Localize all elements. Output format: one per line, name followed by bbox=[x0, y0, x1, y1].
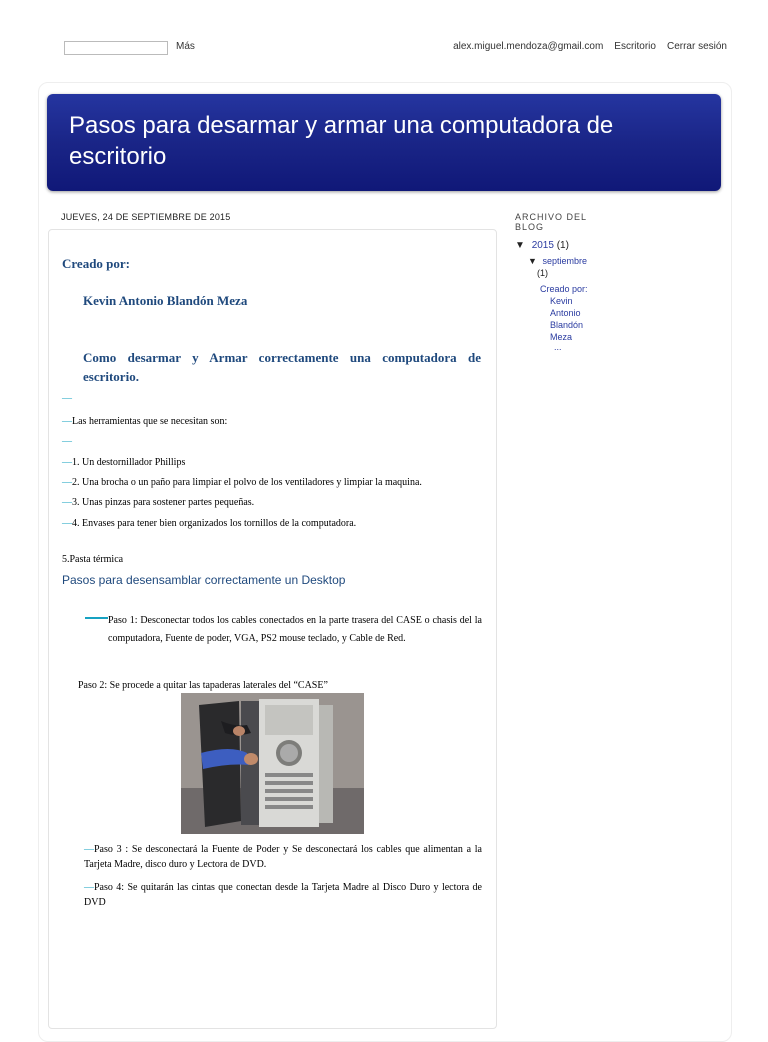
tool-item bbox=[62, 477, 422, 488]
blogger-navbar bbox=[0, 0, 768, 72]
step-3-text: Paso 3 : Se desconectará la Fuente de Poder y Se desconectará los cables que alimentan a la Tarjeta Madre, disco duro y Lectora de DVD. bbox=[84, 844, 482, 870]
dash: — bbox=[84, 882, 94, 893]
blog-archive-widget bbox=[515, 212, 625, 351]
dash: — bbox=[62, 497, 72, 508]
step-3 bbox=[84, 842, 482, 872]
blog-title[interactable]: Pasos para desarmar y armar una computadora de escritorio bbox=[69, 112, 614, 170]
tool-item bbox=[62, 457, 185, 468]
post-link-line[interactable]: Meza bbox=[550, 332, 573, 342]
created-by-heading: Creado por: bbox=[62, 256, 131, 271]
step-4-text: Paso 4: Se quitarán las cintas que conectan desde la Tarjeta Madre al Disco Duro y lectora de DVD bbox=[84, 882, 482, 908]
tool-text: 3. Unas pinzas para sostener partes pequeñas. bbox=[72, 497, 255, 508]
post-link-line[interactable]: Antonio bbox=[550, 308, 581, 318]
dash: — bbox=[62, 457, 72, 468]
step-2: Paso 2: Se procede a quitar las tapaderas laterales del “CASE” bbox=[78, 680, 328, 691]
post-date: JUEVES, 24 DE SEPTIEMBRE DE 2015 bbox=[61, 212, 231, 222]
tool-text: 1. Un destornillador Phillips bbox=[72, 457, 186, 468]
dash: — bbox=[62, 477, 72, 488]
step-4 bbox=[84, 880, 482, 910]
dash-decoration bbox=[85, 617, 108, 619]
toggle-arrow-icon[interactable]: ▼ bbox=[515, 240, 525, 251]
tool-item bbox=[62, 518, 356, 529]
dash: — bbox=[84, 844, 94, 855]
computer-case-photo bbox=[181, 693, 364, 834]
post-link-line[interactable]: Creado por: bbox=[540, 284, 588, 294]
tool-item-5: 5.Pasta térmica bbox=[62, 554, 124, 565]
logout-link[interactable]: Cerrar sesión bbox=[666, 41, 727, 52]
step-1 bbox=[108, 612, 482, 648]
archive-post-link[interactable] bbox=[540, 283, 625, 351]
search-input[interactable] bbox=[64, 41, 168, 55]
tool-text: 4. Envases para tener bien organizados los tornillos de la computadora. bbox=[72, 518, 357, 529]
computer-case-illustration bbox=[181, 693, 364, 834]
archive-year-link[interactable]: 2015 bbox=[531, 240, 554, 251]
dashboard-link[interactable]: Escritorio bbox=[614, 41, 656, 52]
archive-month bbox=[528, 255, 625, 279]
dash: — bbox=[62, 518, 72, 529]
navbar-right bbox=[453, 41, 727, 52]
post-link-line[interactable]: Kevin bbox=[550, 296, 573, 306]
tools-intro bbox=[62, 416, 227, 427]
author-heading: Kevin Antonio Blandón Meza bbox=[83, 293, 248, 308]
dash-line: — bbox=[62, 393, 72, 404]
dash: — bbox=[62, 416, 72, 427]
tool-text: 2. Una brocha o un paño para limpiar el polvo de los ventiladores y limpiar la maquina. bbox=[72, 477, 422, 488]
user-email-link[interactable]: alex.miguel.mendoza@gmail.com bbox=[453, 41, 604, 52]
post-subheading: Pasos para desensamblar correctamente un Desktop bbox=[62, 573, 346, 587]
archive-month-count: (1) bbox=[537, 268, 548, 278]
archive-month-link[interactable]: septiembre bbox=[542, 256, 587, 266]
tools-intro-text: Las herramientas que se necesitan son: bbox=[72, 416, 228, 427]
archive-year-count: (1) bbox=[556, 240, 569, 251]
blog-header bbox=[47, 94, 721, 191]
toggle-arrow-icon[interactable]: ▼ bbox=[528, 256, 537, 266]
step-1-text: Paso 1: Desconectar todos los cables conectados en la parte trasera del CASE o chasis del la computadora, Fuente de poder, VGA, PS2 mouse teclado, y Cable de Red. bbox=[108, 615, 482, 644]
post-link-ellipsis[interactable]: ... bbox=[554, 342, 562, 352]
dash-line: — bbox=[62, 436, 72, 447]
more-link[interactable]: Más bbox=[176, 41, 195, 52]
post-heading: Como desarmar y Armar correctamente una computadora de escritorio. bbox=[83, 350, 481, 384]
post-link-line[interactable]: Blandón bbox=[550, 320, 584, 330]
archive-title: ARCHIVO DEL BLOG bbox=[515, 212, 587, 232]
archive-year bbox=[515, 240, 625, 251]
tool-item bbox=[62, 497, 254, 508]
